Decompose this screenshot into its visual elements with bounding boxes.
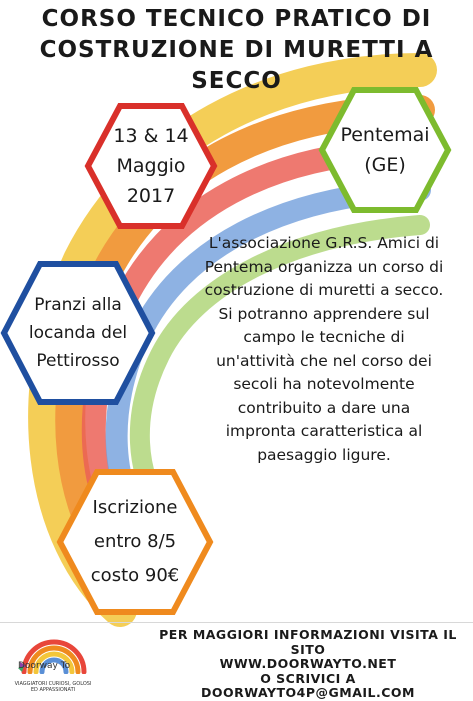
contact-or-write: O SCRIVICI A <box>260 670 356 686</box>
lunch-line-3: Pettirosso <box>36 351 120 371</box>
description-line: impronta caratteristica al <box>225 422 423 440</box>
lunch-line-2: locanda del <box>28 323 128 343</box>
title-line-1: CORSO TECNICO PRATICO DI <box>41 6 432 32</box>
enrollment-info <box>66 474 204 610</box>
description-line: campo le tecniche di <box>243 328 405 346</box>
poster-title <box>10 4 463 97</box>
logo-tagline-line-1: VIAGGIATORI CURIOSI, GOLOSI <box>14 681 92 687</box>
date-days: 13 & 14 <box>113 125 189 147</box>
lunch-line-1: Pranzi alla <box>34 295 122 315</box>
description-line: paesaggio ligure. <box>257 445 391 464</box>
logo-tagline-line-2: ED APPASSIONATI <box>30 687 76 693</box>
enrollment-deadline: entro 8/5 <box>93 531 177 552</box>
location-province: (GE) <box>364 154 406 176</box>
title-line-3: SECCO <box>191 68 282 94</box>
description-line: costruzione di muretti a secco. <box>204 281 444 299</box>
logo-tagline <box>2 681 104 693</box>
enrollment-line-1: Iscrizione <box>92 497 178 518</box>
website-link[interactable]: WWW.DOORWAYTO.NET <box>219 656 397 671</box>
contact-info <box>150 628 466 701</box>
contact-intro: PER MAGGIORI INFORMAZIONI VISITA IL SITO <box>159 627 457 657</box>
description-line: secoli ha notevolmente <box>233 375 415 393</box>
email-link[interactable]: DOORWAYTO4P@GMAIL.COM <box>201 685 415 700</box>
description-line: Pentema organizza un corso di <box>204 257 444 276</box>
description-line: L'associazione G.R.S. Amici di <box>208 234 440 252</box>
description-line: un'attività che nel corso dei <box>216 351 432 370</box>
logo-name: Doorway To <box>18 661 71 671</box>
location-town: Pentemai <box>340 124 430 146</box>
date-month: Maggio <box>116 155 186 177</box>
lunch-info <box>10 266 146 400</box>
event-date <box>94 108 208 224</box>
description-line: Si potranno apprendere sul <box>218 304 430 323</box>
enrollment-price: costo 90€ <box>90 565 180 586</box>
course-description <box>180 232 468 467</box>
title-line-2: COSTRUZIONE DI MURETTI A <box>39 37 434 63</box>
event-location <box>328 92 442 208</box>
date-year: 2017 <box>126 185 176 207</box>
description-line: contribuito a dare una <box>237 398 411 417</box>
